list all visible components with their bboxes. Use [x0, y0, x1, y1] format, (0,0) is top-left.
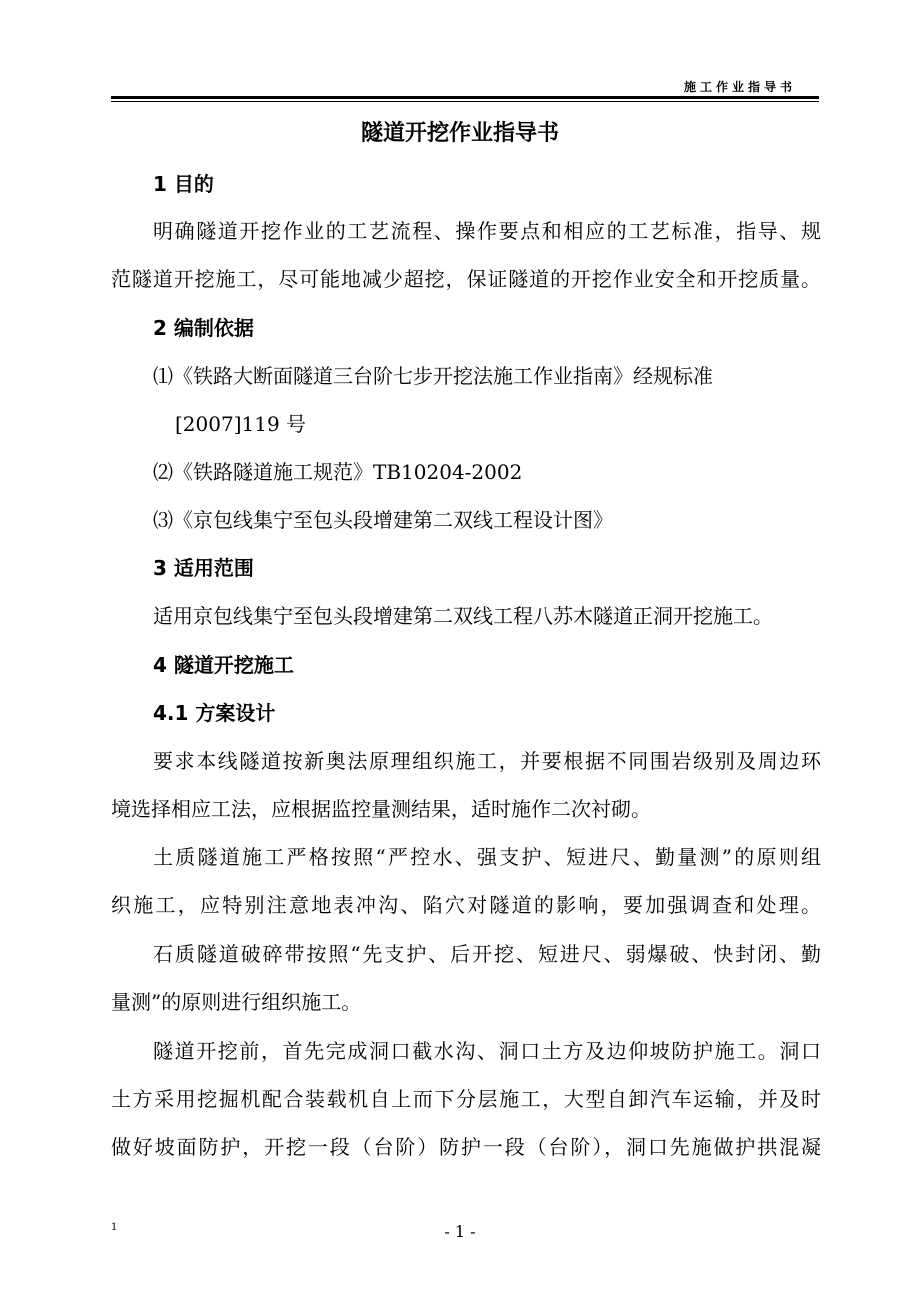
reference-item-continuation: [2007]119 号: [175, 412, 307, 436]
paragraph-line: 范隧道开挖施工，尽可能地减少超挖，保证隧道的开挖作业安全和开挖质量。: [111, 267, 821, 291]
paragraph-line: 境选择相应工法，应根据监控量测结果，适时施作二次衬砌。: [111, 797, 651, 821]
paragraph-line: 量测”的原则进行组织施工。: [111, 990, 362, 1014]
paragraph-line: 要求本线隧道按新奥法原理组织施工，并要根据不同围岩级别及周边环: [153, 749, 821, 773]
header-rule-thin: [111, 101, 819, 102]
paragraph-line: 织施工，应特别注意地表冲沟、陷穴对隧道的影响，要加强调查和处理。: [111, 893, 821, 917]
paragraph-line: 明确隧道开挖作业的工艺流程、操作要点和相应的工艺标准，指导、规: [153, 219, 821, 243]
section-heading-construction: 4 隧道开挖施工: [153, 653, 294, 677]
reference-item: ⑵《铁路隧道施工规范》TB10204-2002: [153, 460, 523, 484]
paragraph-line: 土方采用挖掘机配合装载机自上而下分层施工，大型自卸汽车运输，并及时: [111, 1087, 821, 1111]
section-heading-scope: 3 适用范围: [153, 556, 254, 580]
document-title: 隧道开挖作业指导书: [360, 121, 559, 146]
paragraph-line: 石质隧道破碎带按照“先支护、后开挖、短进尺、弱爆破、快封闭、勤: [153, 942, 821, 966]
paragraph-line: 做好坡面防护，开挖一段（台阶）防护一段（台阶），洞口先施做护拱混凝: [111, 1135, 821, 1159]
paragraph-line: 隧道开挖前，首先完成洞口截水沟、洞口土方及边仰坡防护施工。洞口: [153, 1039, 821, 1063]
footer-mark: 1: [111, 1222, 118, 1233]
running-header: 施工作业指导书: [683, 80, 796, 94]
paragraph-line: 适用京包线集宁至包头段增建第二双线工程八苏木隧道正洞开挖施工。: [153, 604, 773, 628]
page-number: - 1 -: [444, 1222, 476, 1241]
reference-item: ⑴《铁路大断面隧道三台阶七步开挖法施工作业指南》经规标准: [153, 364, 713, 388]
reference-item: ⑶《京包线集宁至包头段增建第二双线工程设计图》: [153, 508, 613, 532]
header-rule-thick: [111, 96, 819, 99]
subsection-heading-design: 4.1 方案设计: [153, 701, 276, 725]
section-heading-basis: 2 编制依据: [153, 316, 254, 340]
section-heading-purpose: 1 目的: [153, 172, 214, 196]
paragraph-line: 土质隧道施工严格按照“严控水、强支护、短进尺、勤量测”的原则组: [153, 845, 821, 869]
